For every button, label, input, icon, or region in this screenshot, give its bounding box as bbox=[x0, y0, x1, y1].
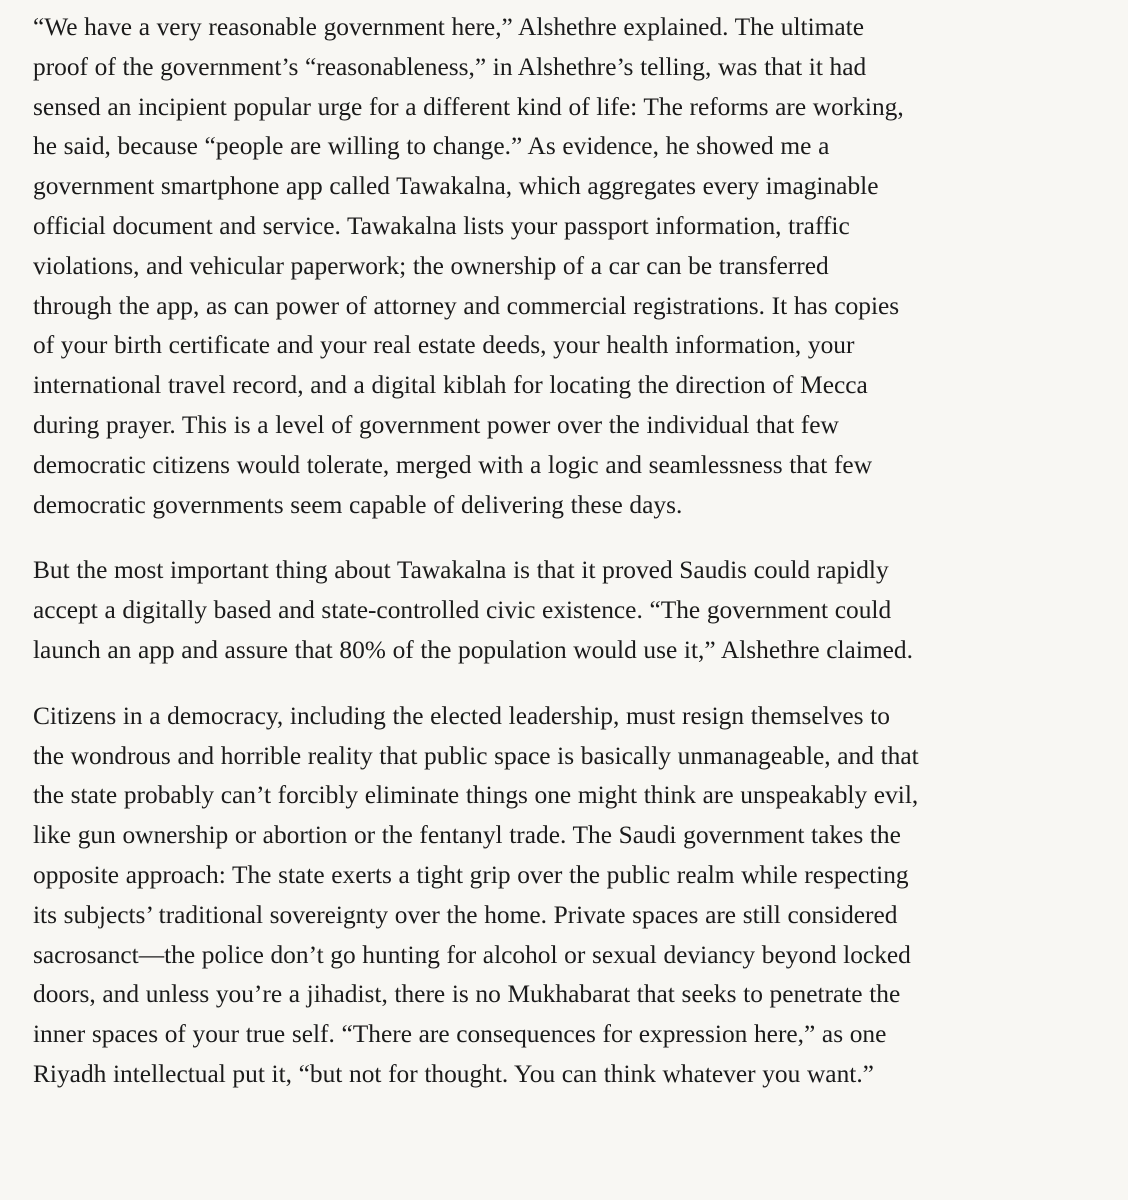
text-line: Citizens in a democracy, including the elected leadership, must resign themselves to bbox=[33, 701, 890, 730]
text-line: accept a digitally based and state-controlled civic existence. “The government could bbox=[33, 596, 892, 625]
text-line: sensed an incipient popular urge for a different kind of life: The reforms are working, bbox=[33, 92, 904, 121]
text-line: the wondrous and horrible reality that public space is basically unmanageable, and that bbox=[33, 741, 919, 770]
text-line: inner spaces of your true self. “There are consequences for expression here,” as one bbox=[33, 1020, 887, 1049]
text-line: “We have a very reasonable government here,” Alshethre explained. The ultimate bbox=[33, 13, 864, 41]
text-line: its subjects’ traditional sovereignty over the home. Private spaces are still considered bbox=[33, 900, 898, 929]
text-line: launch an app and assure that 80% of the population would use it,” Alshethre claimed. bbox=[33, 635, 913, 664]
text-line: violations, and vehicular paperwork; the ownership of a car can be transferred bbox=[33, 251, 829, 280]
paragraph-2 bbox=[33, 551, 1104, 670]
text-line: Riyadh intellectual put it, “but not for thought. You can think whatever you want.” bbox=[33, 1059, 874, 1088]
text-line: sacrosanct—the police don’t go hunting for alcohol or sexual deviancy beyond locked bbox=[33, 940, 911, 969]
paragraph-3 bbox=[33, 697, 1104, 1095]
text-line: But the most important thing about Tawakalna is that it proved Saudis could rapidly bbox=[33, 556, 889, 585]
text-line: of your birth certificate and your real estate deeds, your health information, your bbox=[33, 331, 855, 360]
text-line: international travel record, and a digital kiblah for locating the direction of Mecca bbox=[33, 371, 868, 400]
text-line: democratic citizens would tolerate, merged with a logic and seamlessness that few bbox=[33, 450, 873, 479]
text-line: like gun ownership or abortion or the fentanyl trade. The Saudi government takes the bbox=[33, 821, 901, 850]
text-line: through the app, as can power of attorney and commercial registrations. It has copies bbox=[33, 291, 900, 320]
paragraph-1 bbox=[33, 8, 1104, 525]
text-line: the state probably can’t forcibly eliminate things one might think are unspeakably evil, bbox=[33, 781, 919, 810]
text-line: democratic governments seem capable of delivering these days. bbox=[33, 490, 683, 519]
text-line: doors, and unless you’re a jihadist, there is no Mukhabarat that seeks to penetrate the bbox=[33, 980, 901, 1009]
text-line: he said, because “people are willing to change.” As evidence, he showed me a bbox=[33, 132, 830, 161]
text-line: opposite approach: The state exerts a tight grip over the public realm while respecting bbox=[33, 860, 909, 889]
text-line: government smartphone app called Tawakalna, which aggregates every imaginable bbox=[33, 172, 879, 201]
text-line: during prayer. This is a level of government power over the individual that few bbox=[33, 410, 839, 439]
text-line: proof of the government’s “reasonableness,” in Alshethre’s telling, was that it had bbox=[33, 52, 867, 81]
text-line: official document and service. Tawakalna lists your passport information, traffic bbox=[33, 211, 850, 240]
